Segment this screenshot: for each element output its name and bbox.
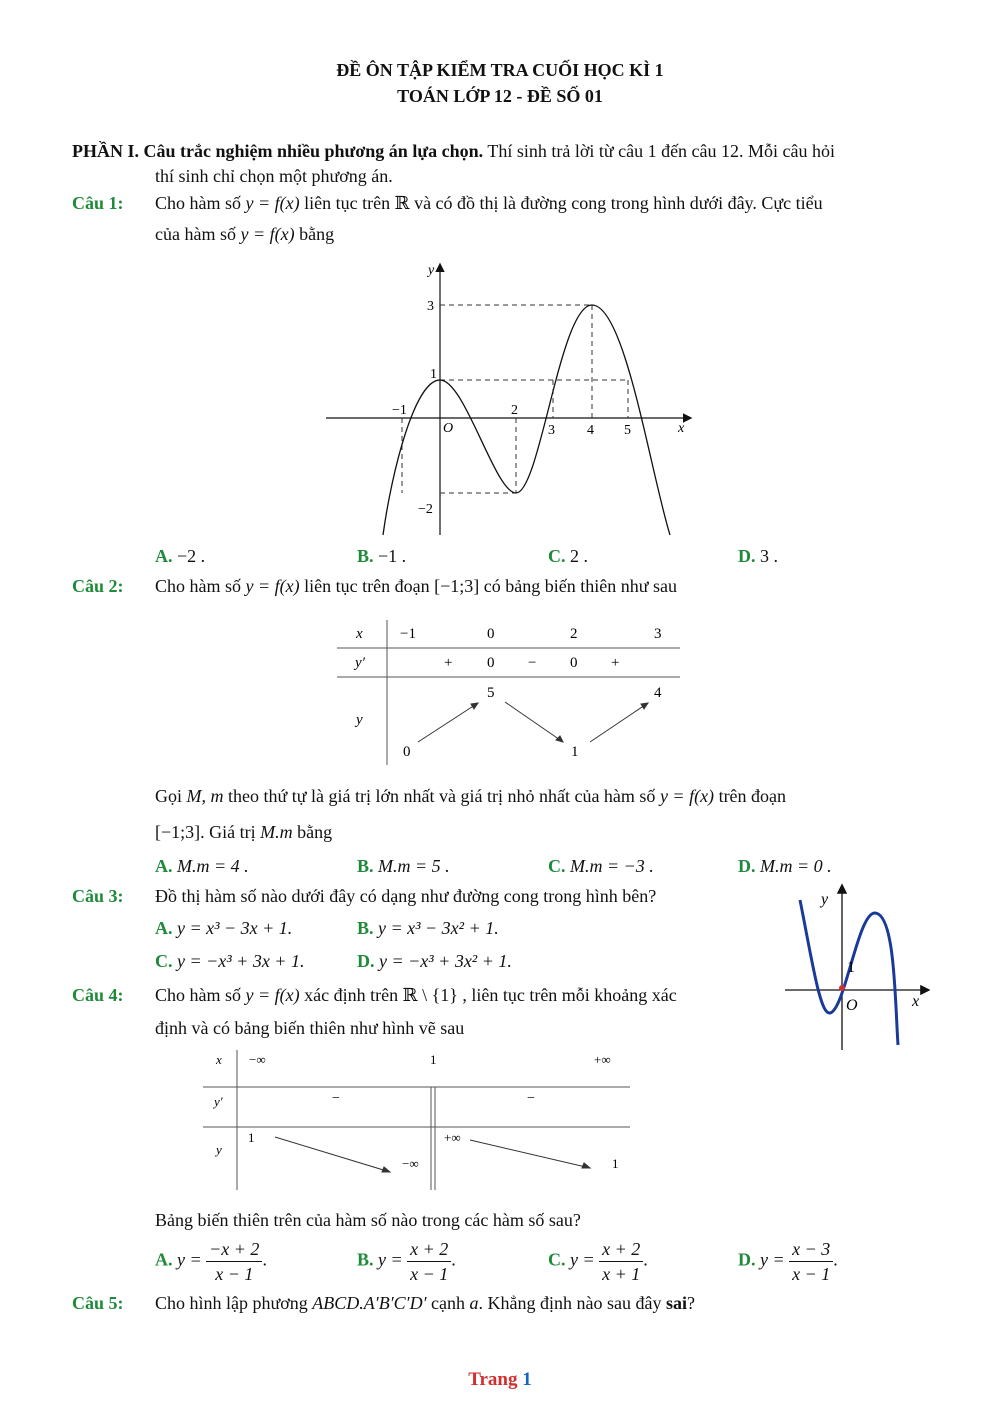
- q2-y-value: 4: [654, 685, 662, 701]
- q1-tick-x-2: 2: [511, 403, 518, 418]
- q2-math-interval-2: [−1;3]: [155, 822, 201, 842]
- q1-tick-x-4: 4: [587, 423, 594, 438]
- q4-x-header: x: [216, 1052, 222, 1067]
- q1-option-c[interactable]: [548, 546, 588, 567]
- q3-option-c-text: y = −x³ + 3x + 1.: [177, 951, 305, 971]
- q4-option-d[interactable]: [738, 1237, 838, 1286]
- q4-x-value: −∞: [249, 1052, 266, 1067]
- q2-text-d: Gọi: [155, 786, 182, 806]
- q1-text-c: của hàm số: [155, 224, 236, 244]
- q4-option-d-numerator: x − 3: [789, 1237, 833, 1262]
- page-footer: [0, 1369, 1000, 1391]
- q2-arrows: [418, 702, 648, 742]
- q3-option-a-letter: A.: [155, 918, 173, 938]
- q4-option-d-lhs: y =: [760, 1249, 785, 1270]
- q2-sign: −: [528, 655, 537, 671]
- q1-y-label: y: [428, 263, 435, 278]
- q4-option-b-denominator: x − 1: [410, 1264, 449, 1284]
- q4-option-c-letter: C.: [548, 1249, 566, 1270]
- q4-sign: −: [332, 1091, 340, 1106]
- q2-x-value: 3: [654, 626, 662, 642]
- q1-option-a-letter: A.: [155, 546, 173, 566]
- q4-option-b-fraction: [407, 1237, 451, 1286]
- q1-tick-x-3: 3: [548, 423, 555, 438]
- q4-text-b: xác định trên ℝ \ {1} , liên tục trên mỗi khoảng xác: [304, 985, 677, 1005]
- q2-variation-table: [330, 615, 690, 770]
- q1-option-b-text: −1 .: [378, 546, 407, 566]
- q4-option-a-letter: A.: [155, 1249, 173, 1270]
- q2-x-value: −1: [400, 626, 416, 642]
- q2-text-g: . Giá trị: [200, 822, 256, 842]
- q4-y-value: −∞: [402, 1156, 419, 1171]
- q4-variation-table: [200, 1045, 635, 1195]
- q3-option-a-text: y = x³ − 3x + 1.: [177, 918, 293, 938]
- page-number: 1: [522, 1369, 532, 1390]
- q5-bold-sai: sai: [665, 1293, 687, 1313]
- q1-option-d-text: 3 .: [760, 546, 778, 566]
- q2-line3: [155, 822, 332, 843]
- q3-option-c[interactable]: [155, 951, 304, 972]
- q3-option-b-text: y = x³ − 3x² + 1.: [378, 918, 499, 938]
- q1-option-d[interactable]: [738, 546, 778, 567]
- q1-tick-x-neg1: −1: [392, 403, 407, 418]
- page-word: Trang: [468, 1369, 518, 1390]
- q2-option-d[interactable]: [738, 856, 832, 877]
- q4-question: Bảng biến thiên trên của hàm số nào trong các hàm số sau?: [155, 1210, 581, 1230]
- q4-option-a[interactable]: [155, 1237, 267, 1286]
- q4-option-b-letter: B.: [357, 1249, 374, 1270]
- q4-option-b-tail: .: [451, 1249, 456, 1270]
- q1-guide-lines: [402, 305, 628, 493]
- q2-text-a: Cho hàm số: [155, 576, 242, 596]
- q2-option-d-letter: D.: [738, 856, 756, 876]
- q1-line1: [155, 193, 823, 214]
- q3-option-c-letter: C.: [155, 951, 173, 971]
- q2-option-a[interactable]: [155, 856, 249, 877]
- q3-y-label: y: [821, 891, 829, 908]
- q4-label: Câu 4:: [72, 985, 124, 1005]
- q5-text-a: Cho hình lập phương: [155, 1293, 308, 1313]
- q2-option-b-text: M.m = 5 .: [378, 856, 450, 876]
- q4-y-value: 1: [248, 1130, 255, 1145]
- q4-option-a-lhs: y =: [177, 1249, 202, 1270]
- q4-x-value: +∞: [594, 1052, 611, 1067]
- q1-text-d: bằng: [299, 224, 335, 244]
- q4-option-a-numerator: −x + 2: [206, 1237, 262, 1262]
- q1-x-label: x: [678, 421, 685, 436]
- q2-option-b[interactable]: [357, 856, 450, 877]
- q3-origin-label: O: [846, 997, 858, 1014]
- q2-option-c-letter: C.: [548, 856, 566, 876]
- q2-x-value: 0: [487, 626, 495, 642]
- q3-label: Câu 3:: [72, 886, 124, 906]
- q2-option-c-text: M.m = −3 .: [570, 856, 654, 876]
- q2-text-h: bằng: [297, 822, 333, 842]
- q4-line1: [155, 985, 677, 1006]
- q1-option-d-letter: D.: [738, 546, 756, 566]
- q2-sign: +: [444, 655, 453, 671]
- part1-text-2: thí sinh chỉ chọn một phương án.: [155, 166, 393, 186]
- q1-option-a-text: −2 .: [177, 546, 206, 566]
- q3-option-b[interactable]: [357, 918, 499, 939]
- q5-text-c: . Khẳng định nào sau đây: [478, 1293, 662, 1313]
- q1-math-fx: y = f(x): [245, 193, 300, 213]
- q4-option-b-numerator: x + 2: [407, 1237, 451, 1262]
- q5-math-a: a: [469, 1293, 479, 1313]
- q2-text-e: theo thứ tự là giá trị lớn nhất và giá trị nhỏ nhất của hàm số: [228, 786, 656, 806]
- q2-text-f: trên đoạn: [718, 786, 787, 806]
- q4-text-a: Cho hàm số: [155, 985, 242, 1005]
- part1-heading: PHẦN I. Câu trắc nghiệm nhiều phương án lựa chọn.: [72, 141, 484, 161]
- q2-math-interval: [−1;3]: [434, 576, 480, 596]
- q1-label: Câu 1:: [72, 193, 124, 213]
- q4-option-d-denominator: x − 1: [792, 1264, 831, 1284]
- part1-intro: [72, 141, 835, 162]
- exam-title: ĐỀ ÔN TẬP KIỂM TRA CUỐI HỌC KÌ 1: [336, 60, 664, 80]
- q3-graph: [780, 880, 930, 1055]
- q4-line2: định và có bảng biến thiên như hình vẽ sau: [155, 1018, 465, 1038]
- q2-sign: 0: [570, 655, 578, 671]
- q1-tick-x-5: 5: [624, 423, 631, 438]
- q5-text-d: ?: [687, 1293, 695, 1313]
- q2-sign: 0: [487, 655, 495, 671]
- q2-yprime-header: y′: [355, 655, 365, 671]
- q2-y-header: y: [356, 712, 363, 728]
- q4-option-b[interactable]: [357, 1237, 456, 1286]
- q4-y-header: y: [216, 1142, 222, 1157]
- q4-option-d-tail: .: [833, 1249, 838, 1270]
- q1-option-b-letter: B.: [357, 546, 374, 566]
- q2-sign: +: [611, 655, 620, 671]
- q2-text-c: có bảng biến thiên như sau: [483, 576, 677, 596]
- q4-y-value: 1: [612, 1156, 619, 1171]
- q2-label: Câu 2:: [72, 576, 124, 596]
- q1-option-b[interactable]: [357, 546, 406, 567]
- q5-line: [155, 1293, 695, 1314]
- q3-option-d-text: y = −x³ + 3x² + 1.: [379, 951, 512, 971]
- q3-option-b-letter: B.: [357, 918, 374, 938]
- q2-math-fx: y = f(x): [245, 576, 300, 596]
- q1-option-c-text: 2 .: [570, 546, 588, 566]
- q3-text: Đồ thị hàm số nào dưới đây có dạng như đường cong trong hình bên?: [155, 886, 657, 906]
- q2-math-product: M.m: [260, 822, 293, 842]
- part1-text-1: Thí sinh trả lời từ câu 1 đến câu 12. Mỗi câu hỏi: [487, 141, 836, 161]
- q2-line2: [155, 786, 786, 807]
- q3-option-a[interactable]: [155, 918, 292, 939]
- q4-math-fx: y = f(x): [245, 985, 300, 1005]
- q3-option-d[interactable]: [357, 951, 512, 972]
- q2-option-d-text: M.m = 0 .: [760, 856, 832, 876]
- q4-option-c[interactable]: [548, 1237, 648, 1286]
- q4-yprime-header: y′: [214, 1094, 223, 1109]
- q1-line2: [155, 224, 334, 245]
- q2-text-b: liên tục trên đoạn: [304, 576, 430, 596]
- q4-option-a-denominator: x − 1: [215, 1264, 254, 1284]
- q2-option-c[interactable]: [548, 856, 654, 877]
- q5-math-cube: ABCD.A′B′C′D′: [312, 1293, 427, 1313]
- q2-line1: [155, 576, 677, 597]
- q1-curve: [383, 305, 670, 535]
- q2-x-header: x: [356, 626, 363, 642]
- q4-option-c-denominator: x + 1: [602, 1264, 641, 1284]
- q4-y-value: +∞: [444, 1130, 461, 1145]
- q2-option-a-text: M.m = 4 .: [177, 856, 249, 876]
- q1-graph: [318, 256, 698, 541]
- q5-text-b: cạnh: [431, 1293, 466, 1313]
- q4-option-c-fraction: [599, 1237, 643, 1286]
- q3-intercept-point: [839, 985, 845, 991]
- q4-option-a-tail: .: [262, 1249, 267, 1270]
- q2-math-fx-2: y = f(x): [659, 786, 715, 806]
- q1-tick-y-3: 3: [427, 299, 434, 314]
- q1-text-b: liên tục trên ℝ và có đồ thị là đường cong trong hình dưới đây. Cực tiểu: [304, 193, 823, 213]
- q4-option-c-lhs: y =: [570, 1249, 595, 1270]
- q2-y-value: 1: [571, 744, 579, 760]
- q1-option-a[interactable]: [155, 546, 205, 567]
- q1-text-a: Cho hàm số: [155, 193, 242, 213]
- q1-tick-y-1: 1: [430, 367, 437, 382]
- q4-option-d-fraction: [789, 1237, 833, 1286]
- exam-subtitle: TOÁN LỚP 12 - ĐỀ SỐ 01: [397, 86, 603, 106]
- q4-option-a-fraction: [206, 1237, 262, 1286]
- q3-tick-y-1: 1: [847, 959, 855, 976]
- q4-x-value: 1: [430, 1052, 437, 1067]
- q4-sign: −: [527, 1091, 535, 1106]
- q4-option-c-tail: .: [643, 1249, 648, 1270]
- q2-math-Mm: M, m: [186, 786, 224, 806]
- q1-origin-label: O: [443, 421, 454, 436]
- q2-x-value: 2: [570, 626, 578, 642]
- q1-math-fx-2: y = f(x): [240, 224, 295, 244]
- q5-label: Câu 5:: [72, 1293, 124, 1313]
- q4-option-d-letter: D.: [738, 1249, 756, 1270]
- q4-option-c-numerator: x + 2: [599, 1237, 643, 1262]
- q3-option-d-letter: D.: [357, 951, 375, 971]
- q2-option-a-letter: A.: [155, 856, 173, 876]
- q2-y-value: 5: [487, 685, 495, 701]
- q2-option-b-letter: B.: [357, 856, 374, 876]
- q3-x-label: x: [912, 993, 920, 1010]
- q2-y-value: 0: [403, 744, 411, 760]
- q1-tick-y-neg2: −2: [418, 502, 433, 517]
- q4-arrows: [275, 1137, 590, 1172]
- q1-option-c-letter: C.: [548, 546, 566, 566]
- q4-option-b-lhs: y =: [378, 1249, 403, 1270]
